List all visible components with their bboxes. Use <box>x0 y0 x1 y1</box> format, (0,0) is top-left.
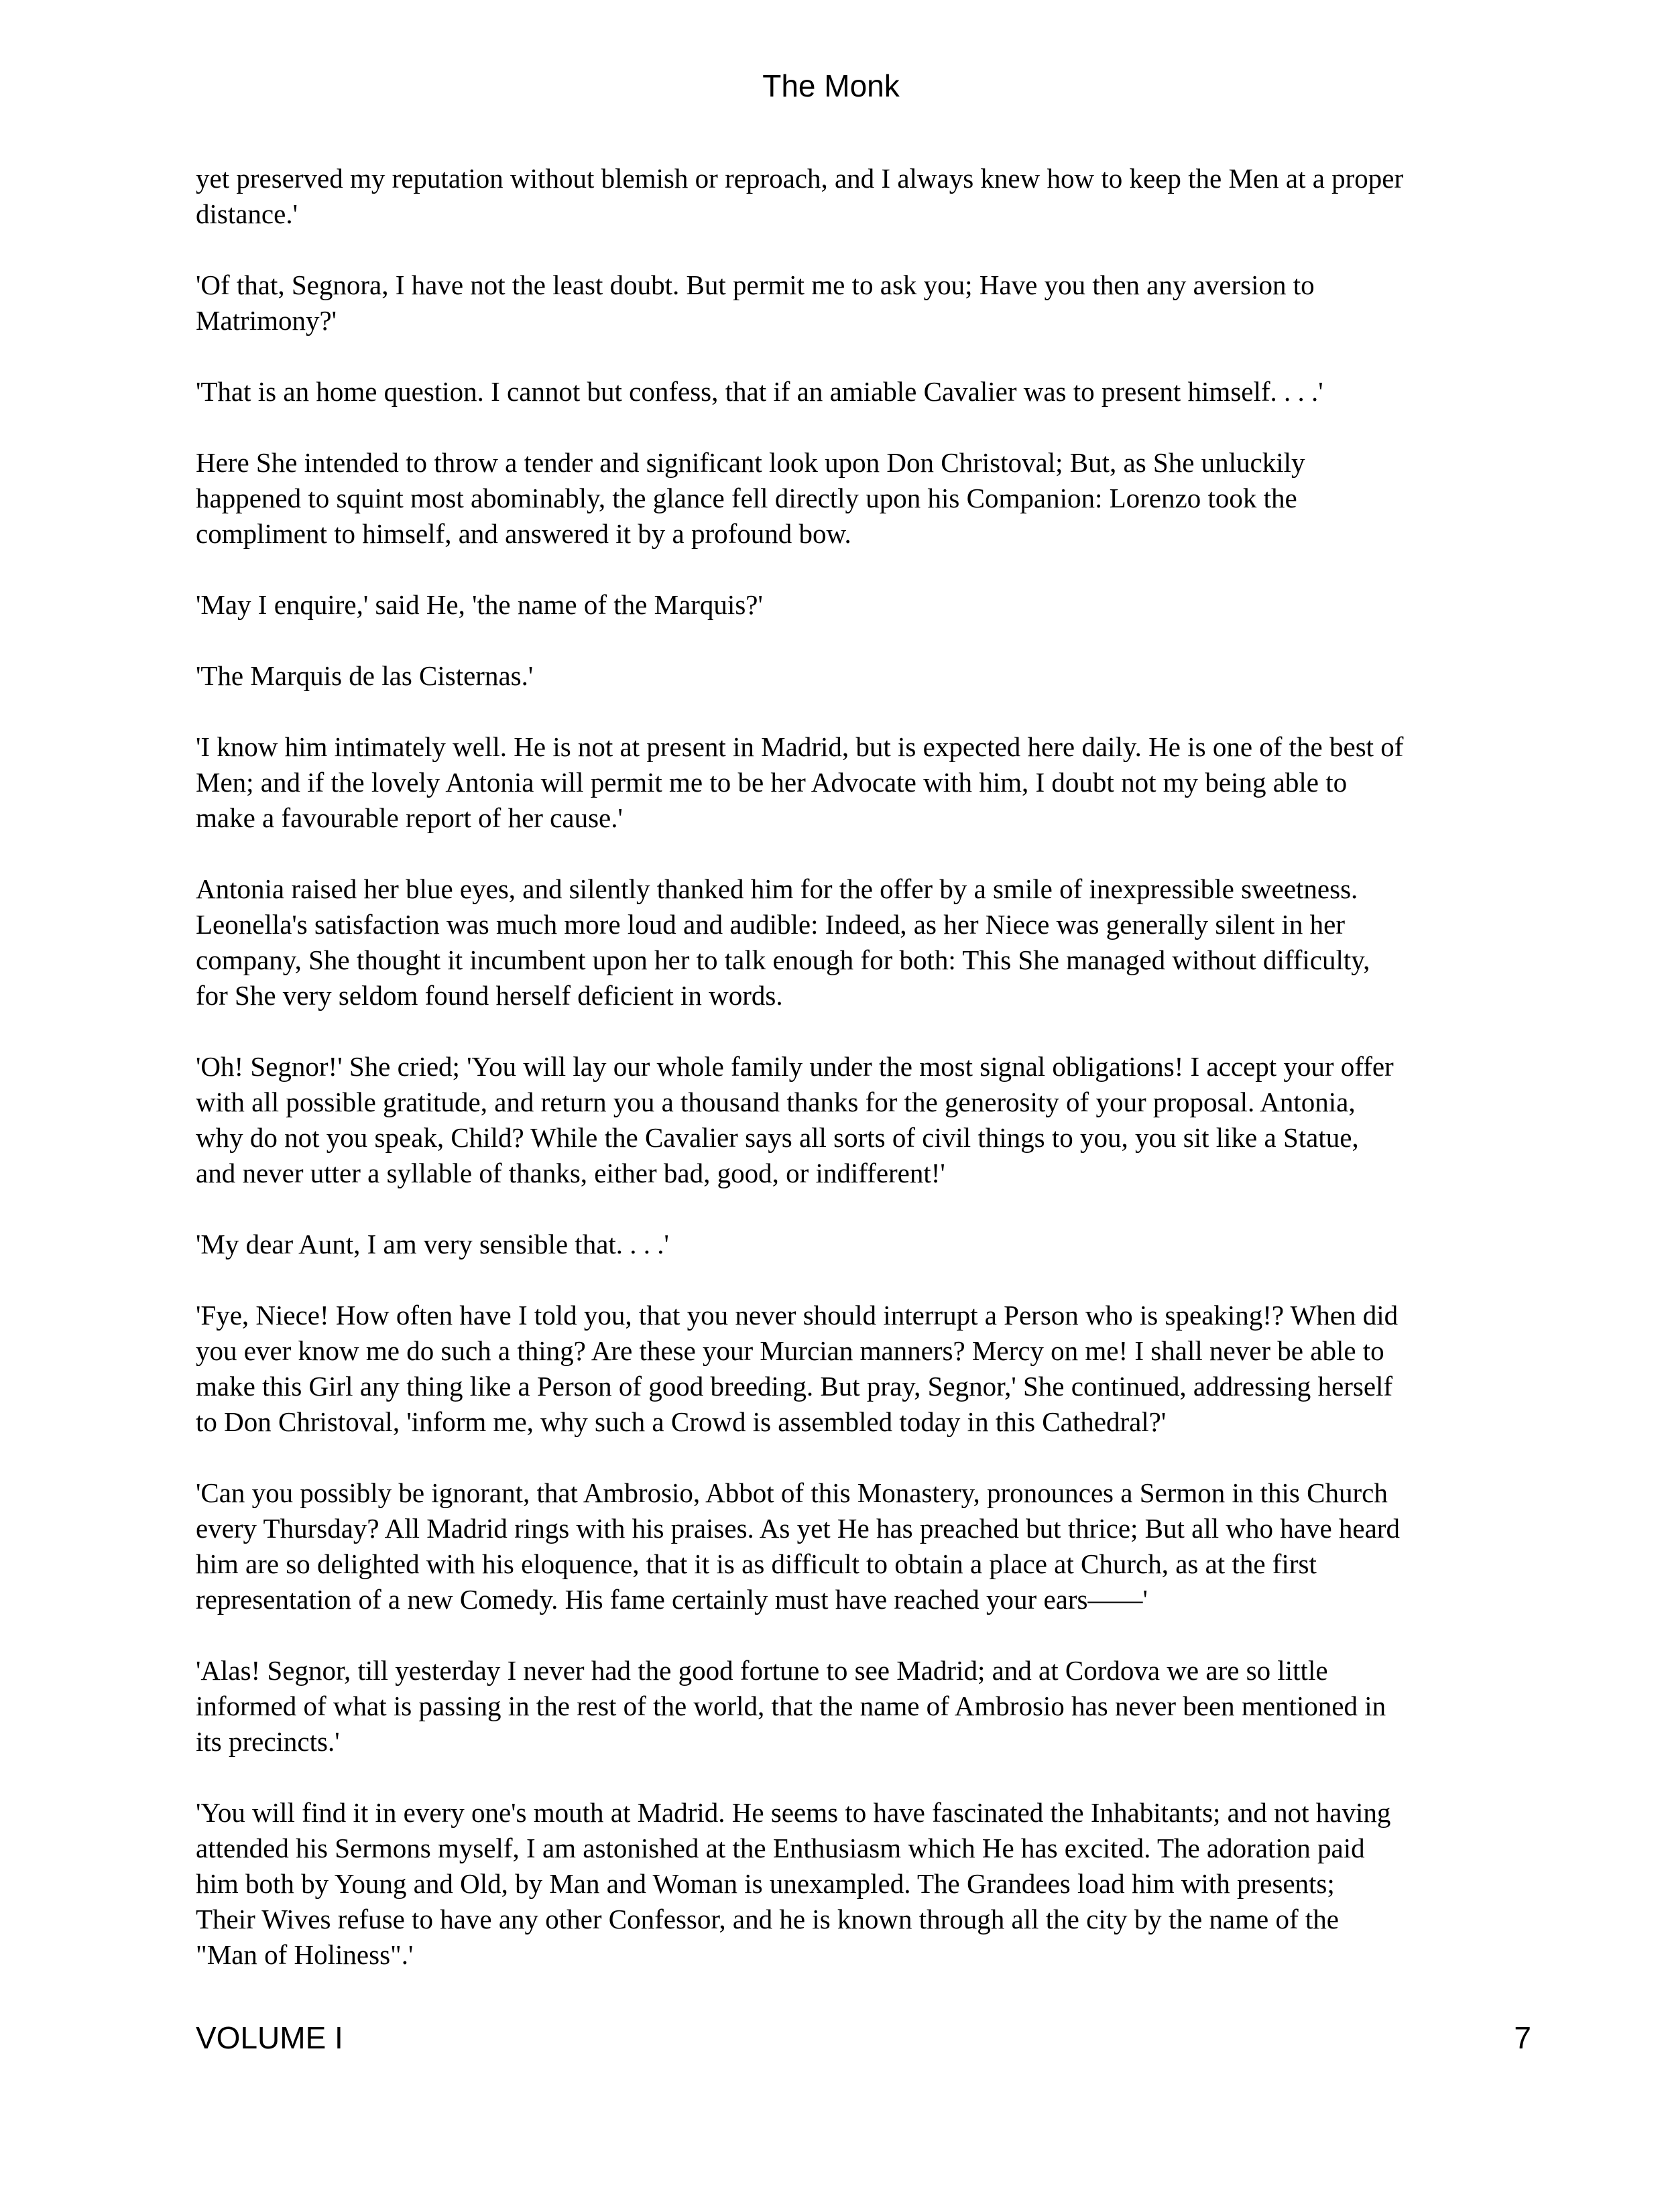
paragraph: 'That is an home question. I cannot but confess, that if an amiable Cavalier was to present himself. . . .' <box>196 376 1323 407</box>
paragraph: yet preserved my reputation without blemish or reproach, and I always knew how to keep the Men at a proper distance.' <box>196 163 1404 229</box>
page-body <box>196 161 1577 2008</box>
paragraph: Here She intended to throw a tender and significant look upon Don Christoval; But, as She unluckily happened to squint most abominably, the glance fell directly upon his Companion: Lorenzo took the compliment to himself, and answered it by a profound bow. <box>196 447 1305 549</box>
paragraph: 'Can you possibly be ignorant, that Ambrosio, Abbot of this Monastery, pronounces a Sermon in this Church every Thursday? All Madrid rings with his praises. As yet He has preached but thrice; But all who have heard him are so delighted with his eloquence, that it is as difficult to obtain a place at Church, as at the first representation of a new Comedy. His fame certainly must have reached your ears——' <box>196 1477 1400 1615</box>
paragraph: 'May I enquire,' said He, 'the name of the Marquis?' <box>196 589 763 620</box>
paragraph: 'Of that, Segnora, I have not the least doubt. But permit me to ask you; Have you then any aversion to Matrimony?' <box>196 269 1315 336</box>
paragraph: 'I know him intimately well. He is not at present in Madrid, but is expected here daily. He is one of the best of Men; and if the lovely Antonia will permit me to be her Advocate with him, I doubt not my being able to make a favourable report of her cause.' <box>196 731 1404 833</box>
page-number: 7 <box>1514 2020 1531 2055</box>
paragraph: 'Oh! Segnor!' She cried; 'You will lay our whole family under the most signal obligations! I accept your offer with all possible gratitude, and return you a thousand thanks for the generosity of your proposal. Antonia, why do not you speak, Child? While the Cavalier says all sorts of civil things to you, you sit like a Statue, and never utter a syllable of thanks, either bad, good, or indifferent!' <box>196 1051 1394 1188</box>
paragraph: 'Fye, Niece! How often have I told you, that you never should interrupt a Person who is speaking!? When did you ever know me do such a thing? Are these your Murcian manners? Mercy on me! I shall never be able to make this Girl any thing like a Person of good breeding. But pray, Segnor,' She continued, addressing herself to Don Christoval, 'inform me, why such a Crowd is assembled today in this Cathedral?' <box>196 1300 1399 1437</box>
running-head-title: The Monk <box>762 68 900 103</box>
paragraph: 'Alas! Segnor, till yesterday I never had the good fortune to see Madrid; and at Cordova we are so little informed of what is passing in the rest of the world, that the name of Ambrosio has never been mentioned in its precincts.' <box>196 1655 1386 1757</box>
paragraph: 'The Marquis de las Cisternas.' <box>196 660 534 691</box>
volume-label: VOLUME I <box>196 2020 343 2055</box>
paragraph: Antonia raised her blue eyes, and silently thanked him for the offer by a smile of inexpressible sweetness. Leonella's satisfaction was much more loud and audible: Indeed, as her Niece was generally silent in her company, She thought it incumbent upon her to talk enough for both: This She managed without difficulty, for She very seldom found herself deficient in words. <box>196 873 1370 1011</box>
paragraph: 'You will find it in every one's mouth at Madrid. He seems to have fascinated the Inhabitants; and not having attended his Sermons myself, I am astonished at the Enthusiasm which He has excited. The adoration paid him both by Young and Old, by Man and Woman is unexampled. The Grandees load him with presents; Their Wives refuse to have any other Confessor, and he is known through all the city by the name of the "Man of Holiness".' <box>196 1797 1391 1970</box>
paragraph: 'My dear Aunt, I am very sensible that. . . .' <box>196 1229 669 1259</box>
